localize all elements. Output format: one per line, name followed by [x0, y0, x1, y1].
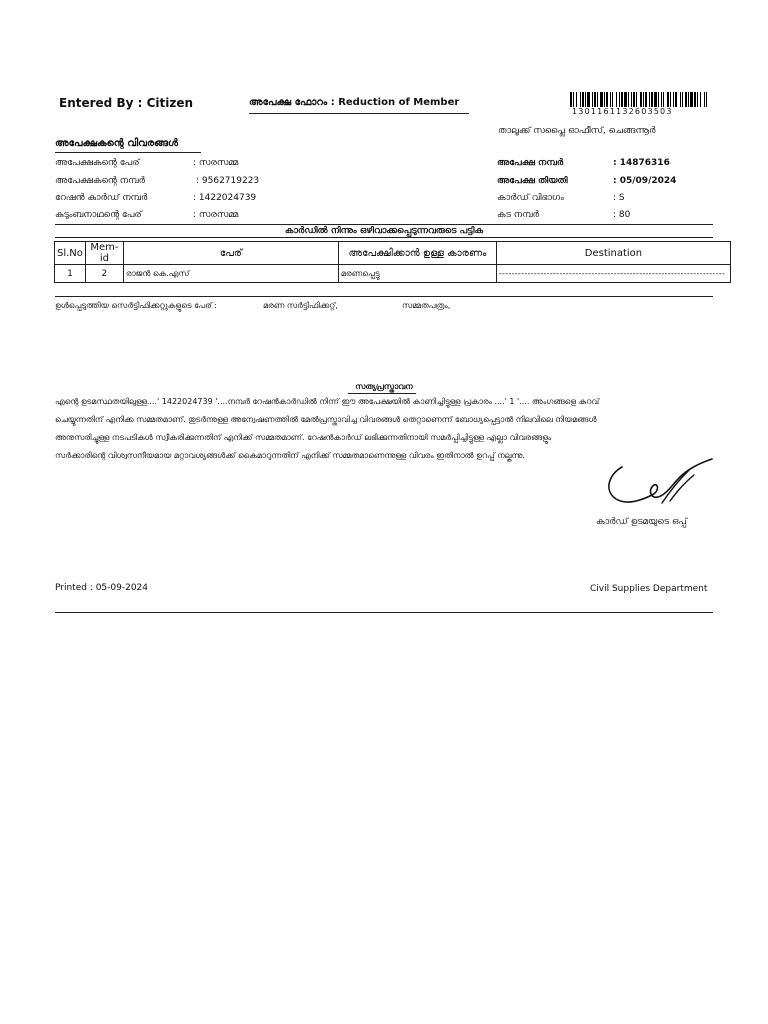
application-date-value: : 05/09/2024	[613, 176, 677, 186]
printed-date: Printed : 05-09-2024	[55, 583, 149, 593]
cell-slno: 1	[55, 265, 86, 283]
barcode	[570, 92, 707, 107]
office-name: താലൂക്ക് സപ്ലൈ ഓഫീസ്, ചെങ്ങന്നൂർ	[498, 126, 656, 136]
cell-name: രാജൻ കെ.എസ്	[123, 265, 338, 283]
table-header-row	[55, 242, 731, 265]
cell-memid: 2	[85, 265, 123, 283]
entered-by: Entered By : Citizen	[59, 96, 193, 110]
col-header-slno: Sl.No	[55, 242, 86, 265]
table-row	[55, 265, 731, 283]
barcode-number: 1301161132603503	[572, 107, 673, 116]
signature-label: കാർഡ് ഉടമയുടെ ഒപ്പ്	[596, 517, 687, 527]
members-table	[54, 241, 731, 283]
col-header-memid: Mem-id	[85, 242, 123, 265]
card-category-value: : S	[613, 193, 625, 203]
shop-number-label: കട നമ്പർ	[497, 210, 539, 220]
applicant-name-value: : സരസമ്മ	[193, 158, 239, 168]
certificates-label: ഉൾപ്പെടുത്തിയ സെർട്ടിഫിക്കറ്റുകളുടെ പേര് :	[55, 301, 217, 310]
family-head-label: കുടുംബനാഥന്റെ പേര്	[55, 210, 142, 220]
declaration-line-3: അനുസരിച്ചുള്ള നടപടികൾ സ്വീകരിക്കുന്നതിന് എനിക്ക് സമ്മതമാണ്. റേഷൻകാർഡ് ലഭിക്കുന്നതിനായി സമർപ്പിച്ചിട്ടുള്ള എല്ലാ വിവരങ്ങളും	[55, 433, 552, 442]
declaration-line-2: ചെയ്യുന്നതിന് എനിക്ക സമ്മതമാണ്. തുടർന്നുള്ള അന്വേഷണത്തിൽ മേൽപ്രസ്താവിച്ച വിവരങ്ങൾ തെറ്റാണെന്ന് ബോധ്യപ്പെട്ടാൽ നിലവിലെ നിയമങ്ങൾ	[55, 415, 597, 424]
department-name: Civil Supplies Department	[590, 584, 708, 594]
col-header-reason: അപേക്ഷിക്കാൻ ഉള്ള കാരണം	[338, 242, 496, 265]
cell-destination: -----------------------------------------------------------------------	[496, 265, 730, 283]
applicant-number-value: : 9562719223	[196, 176, 260, 186]
col-header-destination: Destination	[496, 242, 730, 265]
declaration-line-1: എന്റെ ഉടമസ്ഥതയിലുള്ള....' 1422024739 '....നമ്പർ റേഷൻകാർഡിൽ നിന്ന് ഈ അപേക്ഷയിൽ കാണിച്ചിട്ടുള്ള പ്രകാരം ....' 1 '.... അംഗങ്ങളെ കുറവ്	[55, 397, 600, 406]
members-table-title: കാർഡിൽ നിന്നും ഒഴിവാക്കപ്പെടുന്നവരുടെ പട്ടിക	[284, 226, 484, 236]
applicant-name-label: അപേക്ഷകന്റെ പേര്	[55, 158, 140, 168]
declaration-line-4: സർക്കാരിന്റെ വിശ്വസനീയമായ മറ്റാവശ്യങ്ങൾക്ക് കൈമാറുന്നതിന് എനിക്ക് സമ്മതമാണെന്നുള്ള വിവരം ഇതിനാൽ ഉറപ്പ് നല്കുന്നു.	[55, 451, 525, 460]
shop-number-value: : 80	[613, 210, 631, 220]
cell-reason: മരണപ്പെട്ടു	[338, 265, 496, 283]
declaration-heading: സത്യപ്രസ്താവന	[355, 382, 413, 391]
ration-card-label: റേഷൻ കാർഡ് നമ്പർ	[55, 193, 148, 203]
certificate-item-death: മരണ സർട്ടിഫിക്കറ്റ്,	[263, 301, 338, 310]
signature-image	[600, 455, 720, 515]
form-title: അപേക്ഷ ഫോറം : Reduction of Member	[249, 97, 460, 108]
applicant-number-label: അപേക്ഷകന്റെ നമ്പർ	[55, 176, 145, 186]
col-header-name: പേര്	[123, 242, 338, 265]
application-number-label: അപേക്ഷ നമ്പർ	[497, 158, 564, 168]
certificate-item-consent: സമ്മതപത്രം,	[402, 301, 451, 310]
application-date-label: അപേക്ഷ തിയതി	[497, 176, 568, 186]
ration-card-value: : 1422024739	[193, 193, 257, 203]
applicant-heading: അപേക്ഷകന്റെ വിവരങ്ങൾ	[55, 138, 179, 149]
application-number-value: : 14876316	[613, 158, 670, 168]
card-category-label: കാർഡ് വിഭാഗം	[497, 193, 564, 203]
family-head-value: : സരസമ്മ	[193, 210, 239, 220]
